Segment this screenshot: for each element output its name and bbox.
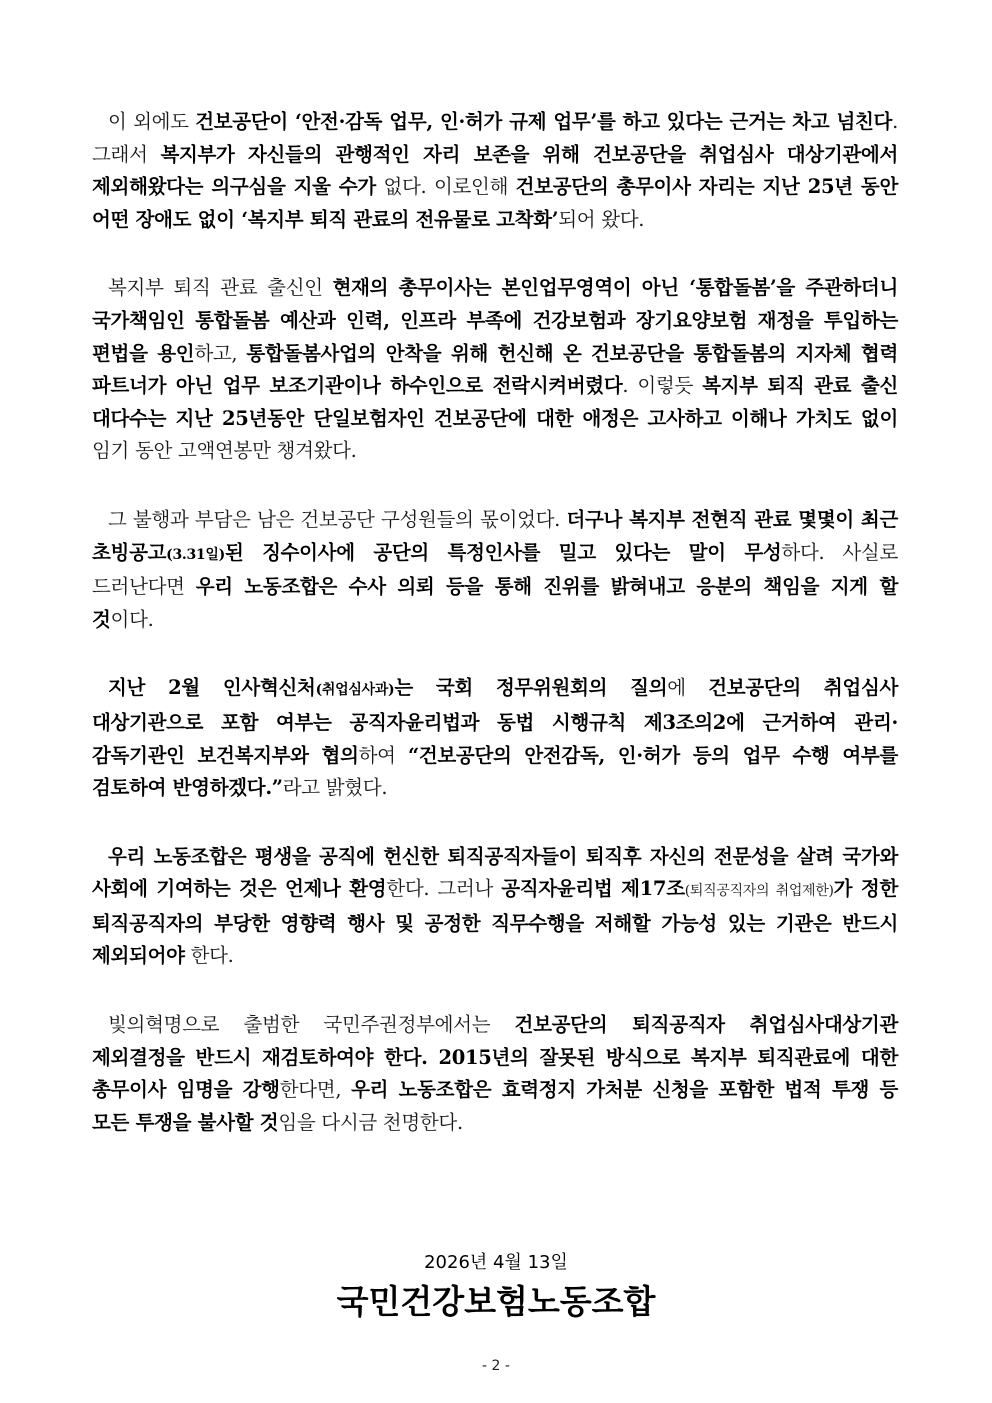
body-text: 하여 [358, 743, 408, 767]
paragraph [92, 106, 898, 236]
body-text: 이 외에도 [108, 110, 196, 133]
body-text: 이다. [110, 607, 154, 631]
emphasis-text: 현재의 총무이사는 본인업무영역이 아닌 ‘통합돌봄’을 주관하더니 국가책임인 통합돌봄 예산과 인력, 인프라 부족에 건강보험과 장기요양보험 재정을 투입하는 편법을 용인 [92, 276, 899, 365]
body-text: 라고 밝혔다. [282, 776, 388, 800]
body-text: . 이렇듯 [622, 374, 703, 398]
paragraph [92, 504, 898, 636]
paragraph [92, 1009, 898, 1139]
document-body [92, 106, 898, 1175]
emphasis-text: 우리 노동조합은 수사 의뢰 등을 통해 진위를 밝혀내고 응분의 책임을 지게 할 것 [92, 575, 898, 631]
body-text: (퇴직공직자의 취업제한) [684, 883, 834, 900]
body-text: 임기 동안 고액연봉만 챙겨왔다. [92, 439, 357, 463]
body-text: 한다. 그러나 [386, 877, 502, 901]
emphasis-text: (3.31일) [166, 546, 225, 563]
body-text: 빛의혁명으로 출범한 국민주권정부에서는 [108, 1013, 515, 1037]
emphasis-text: 우리 노동조합은 평생을 공직에 헌신한 퇴직공직자들이 퇴직후 자신의 전문성을 살려 국가와 사회에 기여하는 것은 언제나 환영 [92, 844, 898, 901]
body-text: 그 불행과 부담은 남은 건보공단 구성원들의 몫이었다. [108, 507, 567, 531]
body-text: 한다. [184, 944, 234, 968]
paragraph [92, 672, 898, 804]
body-text: 되어 왔다. [558, 207, 645, 231]
paragraph [92, 272, 898, 468]
emphasis-text: “건보공단의 안전감독, 인·허가 등의 업무 수행 여부를 검토하여 반영하겠다.” [92, 743, 899, 800]
emphasis-text: 건보공단의 총무이사 자리는 지난 25년 동안 어떤 장애도 없이 ‘복지부 퇴직 관료의 전유물로 고착화’ [92, 175, 898, 231]
emphasis-text: 지난 2월 인사혁신처 [108, 676, 316, 700]
emphasis-text: 된 징수이사에 공단의 특정인사를 밀고 있다는 말이 무성 [224, 540, 782, 564]
body-text: 복지부 퇴직 관료 출신인 [108, 276, 333, 300]
emphasis-text: 복지부 퇴직 관료 출신 대다수는 지난 25년동안 단일보험자인 건보공단에 대한 애정은 고사하고 이해나 가치도 없이 [92, 374, 898, 430]
emphasis-text: 더구나 복지부 전현직 관료 몇몇이 최근 초빙공고 [92, 507, 898, 564]
emphasis-text: 복지부가 자신들의 관행적인 자리 보존을 위해 건보공단을 취업심사 대상기관에서 제외해왔다는 의구심을 지울 수가 [92, 142, 898, 199]
paragraph [92, 841, 898, 973]
emphasis-text: (취업심사과) [315, 682, 395, 699]
emphasis-text: 건보공단의 취업심사 대상기관으로 포함 여부는 공직자윤리법과 동법 시행규칙 제3조의2에 근거하여 관리·감독기관인 보건복지부와 협의 [92, 676, 899, 767]
emphasis-text: 건보공단이 ‘안전·감독 업무, 인·허가 규제 업무’를 하고 있다는 근거는 차고 넘친다 [195, 110, 893, 133]
emphasis-text: 가 정한 퇴직공직자의 부당한 영향력 행사 및 공정한 직무수행을 저해할 가능성 있는 기관은 반드시 제외되어야 [92, 877, 898, 968]
body-text: 임을 다시금 천명한다. [278, 1110, 463, 1134]
page-number: - 2 - [482, 1358, 510, 1374]
body-text: 에 [667, 676, 709, 700]
body-text: 한다면, [279, 1078, 352, 1102]
body-text: 하다. 사실로 드러난다면 [92, 540, 899, 599]
emphasis-text: 우리 노동조합은 효력정지 가처분 신청을 포함한 법적 투쟁 등 모든 투쟁을 불사할 것 [92, 1078, 898, 1134]
emphasis-text: 건보공단의 퇴직공직자 취업심사대상기관 제외결정을 반드시 재검토하여야 한다. 2015년의 잘못된 방식으로 복지부 퇴직관료에 대한 총무이사 임명을 강행 [92, 1013, 898, 1102]
emphasis-text: 통합돌봄사업의 안착을 위해 헌신해 온 건보공단을 통합돌봄의 지자체 협력 파트너가 아닌 업무 보조기관이나 하수인으로 전락시켜버렸다 [92, 341, 898, 398]
statement-date: 2026년 4월 13일 [424, 1252, 568, 1273]
body-text: 없다. 이로인해 [375, 175, 516, 199]
emphasis-text: 는 국회 정무위원회의 질의 [394, 676, 668, 700]
body-text: 하고, [194, 341, 247, 365]
emphasis-text: 공직자윤리법 제17조 [501, 877, 685, 901]
organization-name: 국민건강보험노동조합 [336, 1282, 656, 1321]
body-text: . 그래서 [92, 110, 898, 166]
